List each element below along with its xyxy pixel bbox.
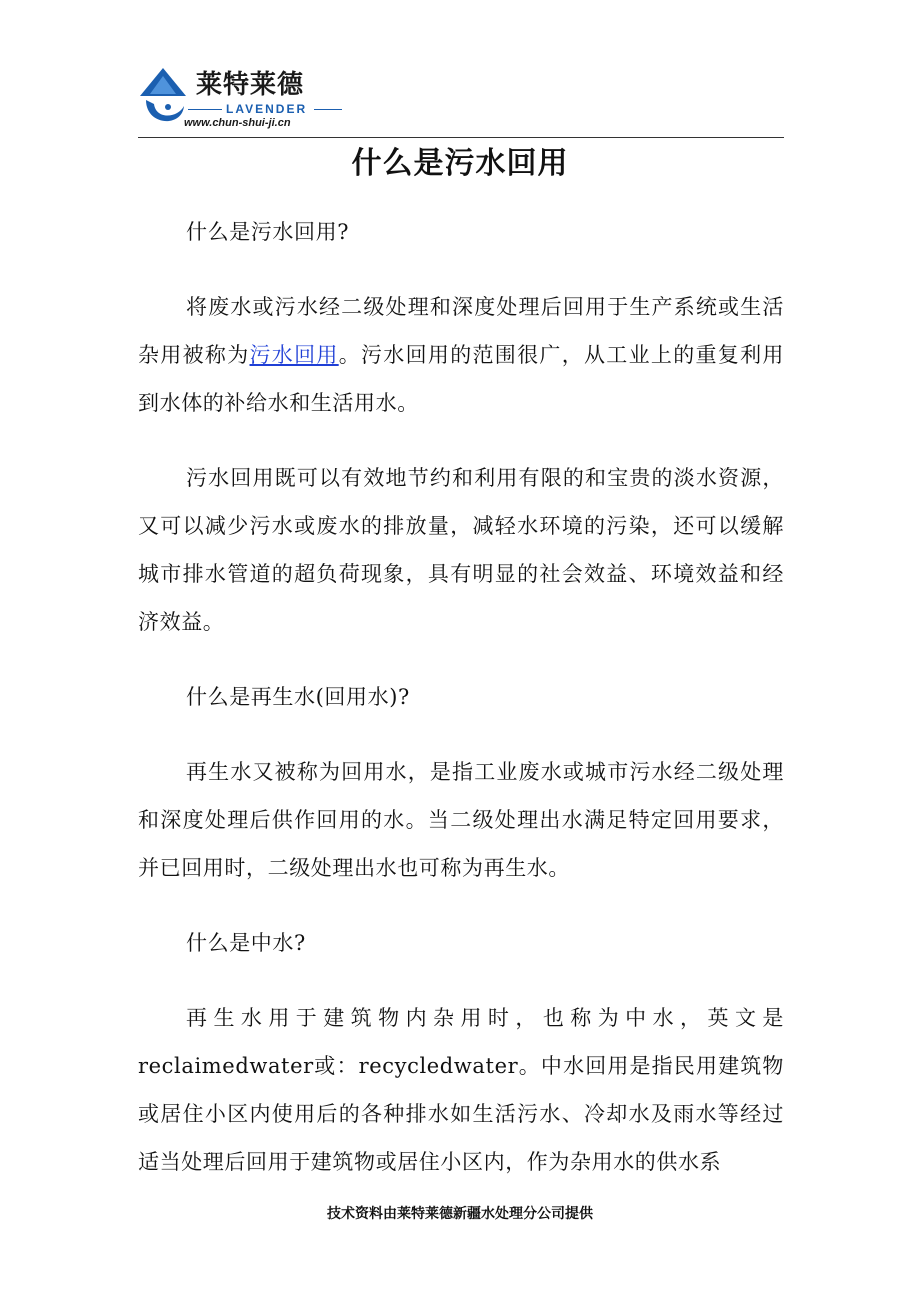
document-title: 什么是污水回用 [351,146,569,181]
paragraph: 再生水用于建筑物内杂用时，也称为中水，英文是reclaimedwater或：recycledwater。中水回用是指民用建筑物或居住小区内使用后的各种排水如生活污水、冷却水及雨水等经过适当处理后回用于建筑物或居住小区内，作为杂用水的供水系 [138,1006,784,1174]
brand-line-left [188,109,222,110]
paragraph: 再生水又被称为回用水，是指工业废水或城市污水经二级处理和深度处理后供作回用的水。当二级处理出水满足特定回用要求，并已回用时，二级处理出水也可称为再生水。 [138,760,784,880]
document-body [138,208,784,1213]
sewage-reuse-link[interactable]: 污水回用 [249,343,339,367]
paragraph-text: 。污水回用的范围很广，从工业上的重复利用到水体的补给水和生活用水。 [138,343,784,415]
paragraph: 什么是中水? [186,931,306,955]
page-header [138,62,784,138]
paragraph-text: 将废水或污水经二级处理和深度处理后回用于生产系统或生活杂用被称为 [138,295,784,367]
water-drop-logo-icon [138,66,188,134]
paragraph [138,283,784,427]
paragraph: 污水回用既可以有效地节约和利用有限的和宝贵的淡水资源，又可以减少污水或废水的排放量，减轻水环境的污染，还可以缓解城市排水管道的超负荷现象，具有明显的社会效益、环境效益和经济效益。 [138,466,784,634]
brand-name-en-row [188,102,338,116]
brand-name-en: LAVENDER [226,102,308,116]
paragraph: 什么是再生水(回用水)? [186,685,410,709]
paragraph: 什么是污水回用? [186,220,350,244]
brand-url: www.chun-shui-ji.cn [184,117,291,129]
page-footer: 技术资料由莱特莱德新疆水处理分公司提供 [327,1206,593,1222]
header-divider [138,137,784,138]
brand-name-cn: 莱特莱德 [196,70,305,100]
brand-line-right [314,109,342,110]
